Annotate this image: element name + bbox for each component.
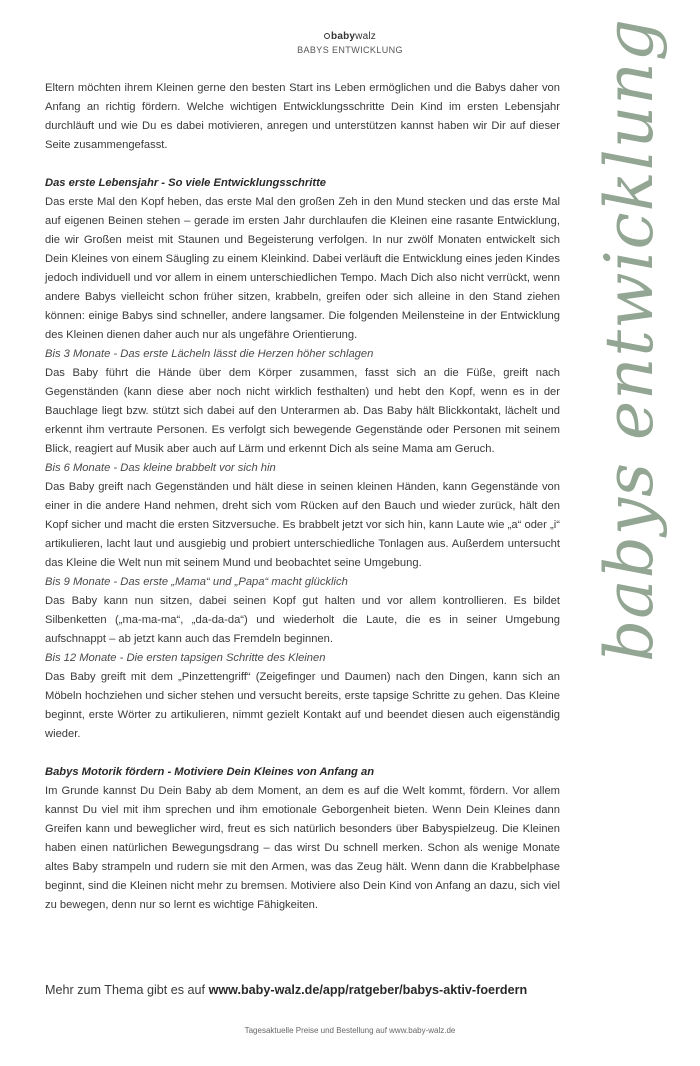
section2-heading: Babys Motorik fördern - Motiviere Dein Kleines von Anfang an	[45, 766, 375, 778]
section1-paragraph: Das erste Mal den Kopf heben, das erste Mal den großen Zeh in den Mund stecken und das erste Mal auf eigenen Beinen stehen – gerade im ersten Jahr durchlaufen die Kleinen eine rasante Entwicklung, die wir Großen meist mit Staunen und Begeisterung verfolgen. In nur zwölf Monaten entwickelt sich Dein Kleines von einem Säugling zu einem Kleinkind. Dabei verläuft die Entwicklung eines jeden Kindes jedoch individuell und vor allem in einem unterschiedlichen Tempo. Mach Dich also nicht verrückt, wenn andere Babys vielleicht schon früher sitzen, krabbeln, greifen oder sich alleine in den Stand ziehen können: einige Babys sind schneller, andere langsamer. Die folgenden Meilensteine in der Entwicklung des Kleinen dienen daher auch nur als ungefähre Orientierung.	[45, 196, 560, 341]
milestone-title: Bis 12 Monate - Die ersten tapsigen Schritte des Kleinen	[45, 652, 326, 664]
side-title: babys entwicklung	[591, 18, 668, 662]
section-label: BABYS ENTWICKLUNG	[297, 45, 403, 55]
logo-text-2: walz	[355, 31, 376, 42]
article-body	[45, 79, 560, 915]
section2-paragraph: Im Grunde kannst Du Dein Baby ab dem Moment, an dem es auf die Welt kommt, fördern. Vor allem kannst Du viel mit ihm sprechen und ihm emotionale Geborgenheit bieten. Wenn Dein Kleines dann Greifen kann und beweglicher wird, freut es sich natürlich besonders über Babyspielzeug. Die Kleinen haben einen natürlichen Bewegungsdrang – das wirst Du schnell merken. Schon als wenige Monate altes Baby strampeln und rudern sie mit den Armen, was das Zeug hält. Wenn dann die Krabbelphase beginnt, sind die Kleinen nicht mehr zu bremsen. Motiviere also Dein Kind von Anfang an dazu, sich viel zu bewegen, denn nur so lernt es wichtige Fähigkeiten.	[45, 785, 560, 911]
milestone-title: Bis 9 Monate - Das erste „Mama“ und „Papa“ macht glücklich	[45, 576, 348, 588]
milestone-text: Das Baby kann nun sitzen, dabei seinen Kopf gut halten und vor allem kontrollieren. Es bildet Silbenketten („ma-ma-ma“, „da-da-da“) und wiederholt die Laute, die es in seiner Umgebung aufschnappt – ab jetzt kann auch das Fremdeln beginnen.	[45, 595, 560, 645]
more-info-line	[45, 981, 605, 999]
milestone-text: Das Baby greift nach Gegenständen und hält diese in seinen kleinen Händen, kann Gegenstände von einer in die andere Hand nehmen, dreht sich vom Rücken auf den Bauch und wieder zurück, hält den Kopf sicher und macht die ersten Sitzversuche. Es brabbelt jetzt vor sich hin, kann Laute wie „a“ oder „i“ artikulieren, lacht laut und ausgiebig und probiert unterschiedliche Tonlagen aus. Außerdem untersucht das Kleine die Welt nun mit seinem Mund und beobachtet seine Umgebung.	[45, 481, 560, 569]
milestone-title: Bis 3 Monate - Das erste Lächeln lässt die Herzen höher schlagen	[45, 348, 374, 360]
milestone-title: Bis 6 Monate - Das kleine brabbelt vor sich hin	[45, 462, 276, 474]
logo-circle-icon	[324, 33, 330, 39]
milestone-text: Das Baby greift mit dem „Pinzettengriff“ (Zeigefinger und Daumen) nach den Dingen, kann sich an Möbeln hochziehen und sicher stehen und versucht bereits, erste tapsige Schritte zu gehen. Das Kleine beginnt, erste Wörter zu artikulieren, nimmt gezielt Kontakt auf und beendet diesen auch eigenständig wieder.	[45, 671, 560, 740]
page-footer: Tagesaktuelle Preise und Bestellung auf www.baby-walz.de	[244, 1026, 456, 1035]
side-title-wrap	[590, 18, 670, 662]
more-info-link[interactable]: www.baby-walz.de/app/ratgeber/babys-aktiv-foerdern	[208, 983, 528, 997]
intro-paragraph: Eltern möchten ihrem Kleinen gerne den besten Start ins Leben ermöglichen und die Babys daher von Anfang an richtig fördern. Welche wichtigen Entwicklungsschritte Dein Kind im ersten Lebensjahr durchläuft und wie Du es dabei motivieren, anregen und unterstützen kannst haben wir Dir auf dieser Seite zusammengefasst.	[45, 82, 560, 151]
more-info-prefix: Mehr zum Thema gibt es auf	[45, 983, 209, 997]
section1-heading: Das erste Lebensjahr - So viele Entwicklungsschritte	[45, 177, 327, 189]
milestone-text: Das Baby führt die Hände über dem Körper zusammen, fasst sich an die Füße, greift nach Gegenständen (kann diese aber noch nicht wirklich festhalten) und hebt den Kopf, wenn es in der Bauchlage liegt bzw. stützt sich dabei auf den Unterarmen ab. Das Baby hält Blickkontakt, lächelt und erkennt ihm vertraute Personen. Es verfolgt sich bewegende Gegenstände oder Personen mit seinem Blick, reagiert auf Musik aber auch auf Lärm und erkennt Dich als seine Mama am Geruch.	[45, 367, 560, 455]
logo-text: baby	[331, 31, 356, 42]
